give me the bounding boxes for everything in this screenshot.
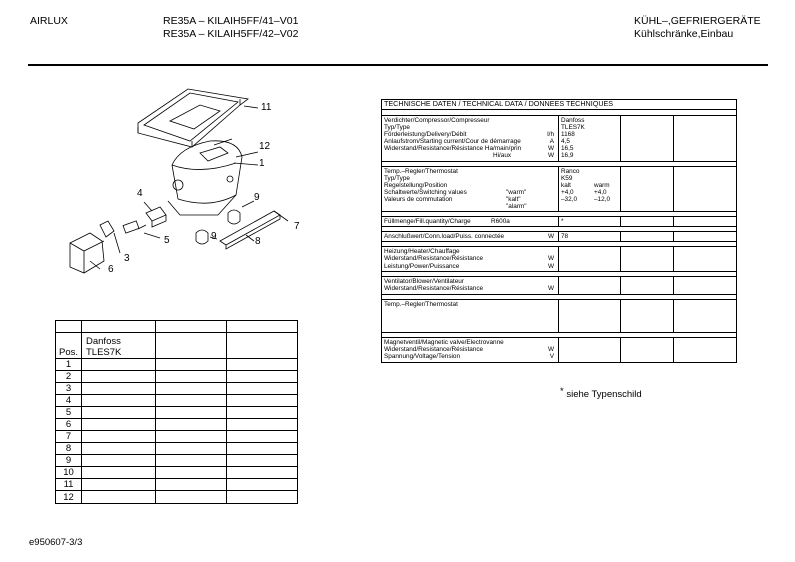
thermostat2-label: Temp.–Regler/Thermostat	[382, 299, 559, 332]
value: Ranco	[561, 167, 580, 175]
note-text: siehe Typenschild	[566, 389, 642, 400]
relay-drawing	[146, 207, 166, 227]
conn-load-label: Anschlußwert/Conn.load/Puiss. connectée	[384, 233, 505, 241]
model-line-2: RE35A – KILAIH5FF/42–V02	[163, 28, 299, 40]
callout-8: 8	[255, 236, 261, 247]
value: –12,0	[594, 195, 610, 203]
label: Widerstand/Resistance/Résistance Ha/main/prin	[384, 145, 522, 153]
label: Widerstand/Resistance/Résistance	[384, 255, 484, 263]
label: Leistung/Power/Puissance	[384, 262, 460, 270]
callout-3: 3	[124, 253, 130, 264]
refrigerant: R600a	[491, 218, 510, 226]
valve-labels	[382, 337, 559, 362]
document-id: e950607-3/3	[29, 537, 83, 548]
unit: W	[547, 233, 554, 241]
unit: W	[547, 262, 554, 270]
pos-number: 4	[56, 395, 82, 407]
value: +4,0	[561, 188, 574, 196]
label: Ventilator/Blower/Ventilateur	[384, 278, 464, 286]
unit: A	[549, 138, 554, 146]
pos-number: 8	[56, 443, 82, 455]
label: Verdichter/Compressor/Compresseur	[384, 117, 490, 124]
pos-number: 1	[56, 359, 82, 371]
label: Valeurs de commutation	[384, 195, 453, 203]
callout-7: 7	[294, 221, 300, 232]
label: Typ/Type	[384, 124, 410, 132]
callout-9b: 9	[211, 231, 217, 242]
callout-4: 4	[137, 188, 143, 199]
conn-load-value: 78	[559, 232, 621, 242]
compressor-exploded-view	[60, 75, 310, 285]
unit: l/h	[547, 131, 554, 139]
label: Hi/aux	[493, 152, 512, 160]
header-rule	[28, 64, 768, 66]
thermostat-labels	[382, 166, 559, 212]
value: 16,9	[561, 152, 574, 160]
model-line-1: RE35A – KILAIH5FF/41–V01	[163, 15, 299, 27]
unit: W	[547, 255, 554, 263]
unit: W	[547, 145, 554, 153]
callout-5: 5	[164, 235, 170, 246]
value: kalt	[561, 181, 571, 189]
label: Typ/Type	[384, 174, 410, 182]
pos-number: 5	[56, 407, 82, 419]
value: 16,5	[561, 145, 574, 153]
parts-col-header	[82, 333, 156, 359]
label: Widerstand/Resistance/Résistance	[384, 285, 484, 293]
pos-number: 10	[56, 467, 82, 479]
state: "alarm"	[506, 203, 527, 211]
heater-labels	[382, 247, 559, 272]
compressor-drawing	[168, 139, 242, 215]
label: Regelstellung/Position	[384, 181, 448, 189]
unit: W	[547, 285, 554, 293]
value: +4,0	[594, 188, 607, 196]
connector-drawing	[123, 221, 146, 233]
type-plate-note	[560, 386, 642, 400]
mounting-rail-drawing	[220, 211, 280, 249]
tech-table-title: TECHNISCHE DATEN / TECHNICAL DATA / DONNEES TECHNIQUES	[382, 100, 737, 110]
value: K59	[561, 174, 573, 182]
pos-header: Pos.	[56, 333, 82, 359]
label: Anlaufstrom/Starting current/Cour de démarrage	[384, 138, 521, 146]
charge-label: Füllmenge/Fill.quantity/Charge	[384, 218, 471, 226]
pos-number: 2	[56, 371, 82, 383]
compressor-labels	[382, 116, 559, 162]
pos-number: 3	[56, 383, 82, 395]
note-star: *	[560, 386, 564, 397]
subcategory: Kühlschränke,Einbau	[634, 28, 734, 40]
value: –32,0	[561, 195, 577, 203]
label: Widerstand/Resistance/Résistance	[384, 345, 484, 353]
callout-11: 11	[261, 102, 272, 113]
label: Schaltwerte/Switching values	[384, 188, 467, 196]
unit: W	[547, 345, 554, 353]
compressor-values	[559, 116, 621, 162]
callout-1: 1	[259, 158, 265, 169]
value: warm	[594, 181, 610, 189]
unit: W	[547, 152, 554, 160]
value: TLES7K	[561, 124, 585, 132]
pos-number: 6	[56, 419, 82, 431]
pos-number: 12	[56, 491, 82, 504]
parts-table	[55, 320, 298, 504]
clip-drawing	[100, 221, 114, 237]
pos-number: 7	[56, 431, 82, 443]
charge-value: *	[559, 217, 621, 227]
value: 1168	[561, 131, 575, 139]
callout-12: 12	[259, 141, 271, 152]
thermostat-values	[559, 166, 621, 212]
callout-6: 6	[108, 264, 114, 275]
state: "warm"	[506, 188, 527, 196]
parts-col-header-top: Danfoss	[86, 336, 121, 347]
terminal-cover-drawing	[70, 233, 104, 273]
label: Förderleistung/Delivery/Débit	[384, 131, 467, 139]
pos-number: 11	[56, 479, 82, 491]
tech-data-table	[381, 99, 737, 363]
parts-col-header-bottom: TLES7K	[86, 347, 122, 358]
unit: V	[549, 352, 554, 360]
label: Temp.–Regler/Thermostat	[384, 167, 458, 175]
label: Spannung/Voltage/Tension	[384, 352, 461, 360]
label: Heizung/Heater/Chauffage	[384, 248, 460, 256]
state: "kalt"	[506, 195, 521, 203]
label: Magnetventil/Magnetic valve/Electrovanne	[384, 338, 504, 346]
value: 4,5	[561, 138, 570, 146]
pos-number: 9	[56, 455, 82, 467]
callout-9a: 9	[254, 192, 260, 203]
fan-labels	[382, 277, 559, 294]
brand: AIRLUX	[30, 15, 68, 27]
value: Danfoss	[561, 117, 585, 124]
drip-tray-drawing	[138, 89, 248, 147]
category: KÜHL–,GEFRIERGERÄTE	[634, 15, 761, 27]
